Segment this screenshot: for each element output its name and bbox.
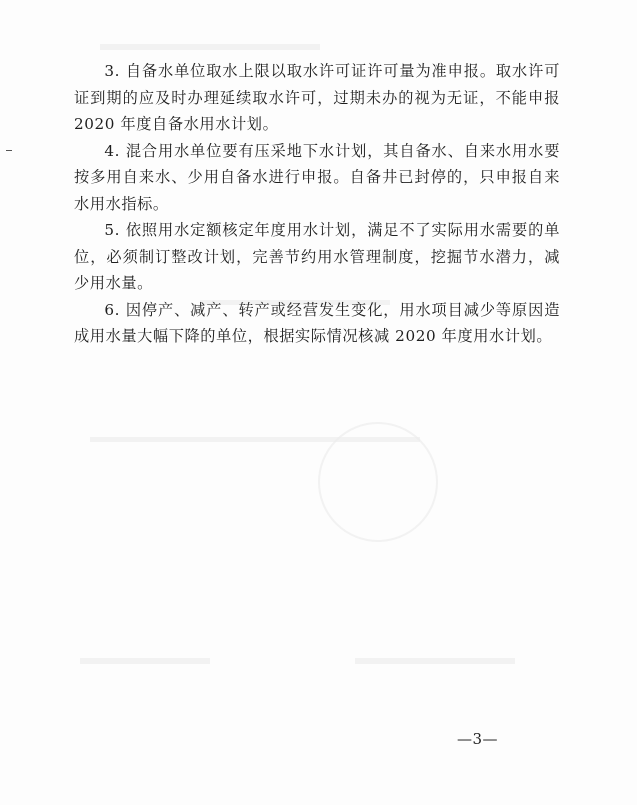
bleed-through-mark bbox=[80, 658, 210, 664]
paragraph-item-3: 3. 自备水单位取水上限以取水许可证许可量为准申报。取水许可证到期的应及时办理延续取水许可，过期未办的视为无证，不能申报 2020 年度自备水用水计划。 bbox=[74, 62, 560, 133]
paragraph-item-6: 6. 因停产、减产、转产或经营发生变化，用水项目减少等原因造成用水量大幅下降的单位，根据实际情况核减 2020 年度用水计划。 bbox=[74, 300, 560, 345]
bleed-through-mark bbox=[355, 658, 515, 664]
paragraph-item-5: 5. 依照用水定额核定年度用水计划，满足不了实际用水需要的单位，必须制订整改计划，完善节约用水管理制度，挖掘节水潜力，减少用水量。 bbox=[74, 221, 560, 292]
paragraph-item-4: 4. 混合用水单位要有压采地下水计划，其自备水、自来水用水要按多用自来水、少用自备水进行申报。自备井已封停的，只申报自来水用水指标。 bbox=[74, 141, 560, 213]
bleed-through-mark bbox=[100, 44, 320, 50]
page-number: —3— bbox=[457, 730, 499, 748]
scan-edge-mark bbox=[6, 150, 12, 151]
document-body bbox=[74, 58, 560, 350]
faint-seal-impression bbox=[318, 422, 438, 542]
